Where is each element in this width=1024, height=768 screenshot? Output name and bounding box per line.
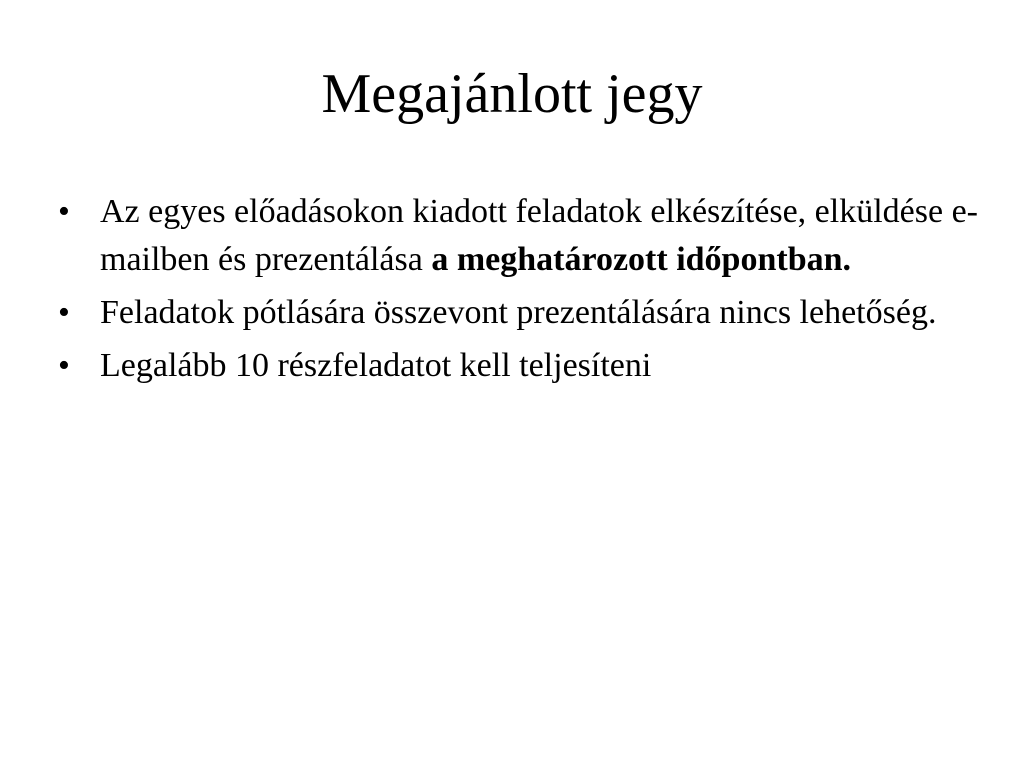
bullet-text-2: Feladatok pótlására összevont prezentálására nincs lehetőség. <box>100 294 937 331</box>
bullet-dot-icon: • <box>58 347 70 384</box>
bullet-text-3: Legalább 10 részfeladatot kell teljesíteni <box>100 347 652 384</box>
bullet-bold-text-1: a meghatározott időpontban. <box>431 241 852 278</box>
bullet-item-2 <box>58 289 988 337</box>
bullet-dot-icon: • <box>58 294 70 331</box>
bullet-dot-icon: • <box>58 193 70 230</box>
bullet-text-1: Az egyes előadásokon kiadott feladatok elkészítése, elküldése e-mailben és prezentálása <box>100 193 978 278</box>
slide-title: Megajánlott jegy <box>321 63 703 125</box>
bullet-item-3 <box>58 342 988 390</box>
bullet-item-1 <box>58 188 988 284</box>
bullet-list <box>58 188 988 395</box>
